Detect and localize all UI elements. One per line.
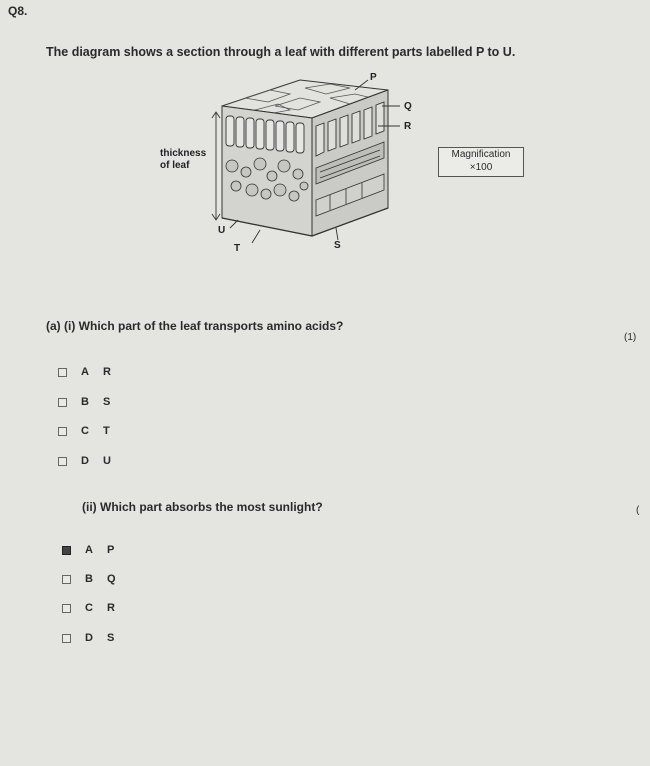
checkbox[interactable] [62,634,71,643]
checkbox[interactable] [62,604,71,613]
magnification-label: Magnification [451,149,511,160]
question-a-ii: (ii) Which part absorbs the most sunlight? [82,500,323,514]
checkbox-checked[interactable] [62,546,71,555]
checkbox[interactable] [58,368,67,377]
option-answer: S [103,396,111,408]
checkbox[interactable] [58,427,67,436]
option-answer: Q [107,573,116,585]
option-a-ii-D[interactable] [62,632,114,644]
question-number: Q8. [8,4,28,18]
magnification-value: ×100 [469,162,493,173]
option-letter: C [85,602,93,614]
option-letter: B [85,573,93,585]
option-a-i-A[interactable] [58,366,111,378]
question-a-i: (a) (i) Which part of the leaf transports amino acids? [46,319,344,333]
option-a-i-C[interactable] [58,425,110,437]
option-letter: D [81,455,89,467]
label-T: T [234,243,241,254]
label-R: R [404,121,412,132]
option-a-ii-C[interactable] [62,602,115,614]
label-S: S [334,240,341,251]
question-intro: The diagram shows a section through a leaf with different parts labelled P to U. [46,45,516,59]
label-U: U [218,225,226,236]
option-answer: R [107,602,115,614]
option-a-ii-B[interactable] [62,573,116,585]
option-answer: R [103,366,111,378]
option-letter: C [81,425,89,437]
option-answer: T [103,425,110,437]
magnification-box [438,147,524,177]
option-letter: A [85,544,93,556]
option-letter: B [81,396,89,408]
option-a-i-B[interactable] [58,396,110,408]
label-P: P [370,72,377,83]
checkbox[interactable] [58,457,67,466]
option-answer: P [107,544,115,556]
checkbox[interactable] [62,575,71,584]
checkbox[interactable] [58,398,67,407]
marks-a-ii: ( [636,505,640,516]
leaf-block-drawing [222,80,388,236]
option-answer: S [107,632,115,644]
option-a-ii-A[interactable] [62,544,114,556]
marks-a-i: (1) [624,332,637,343]
option-letter: D [85,632,93,644]
option-a-i-D[interactable] [58,455,111,467]
option-letter: A [81,366,89,378]
thickness-label-line1: thickness [160,148,207,159]
label-Q: Q [404,101,412,112]
thickness-label-line2: of leaf [160,160,190,171]
option-answer: U [103,455,111,467]
